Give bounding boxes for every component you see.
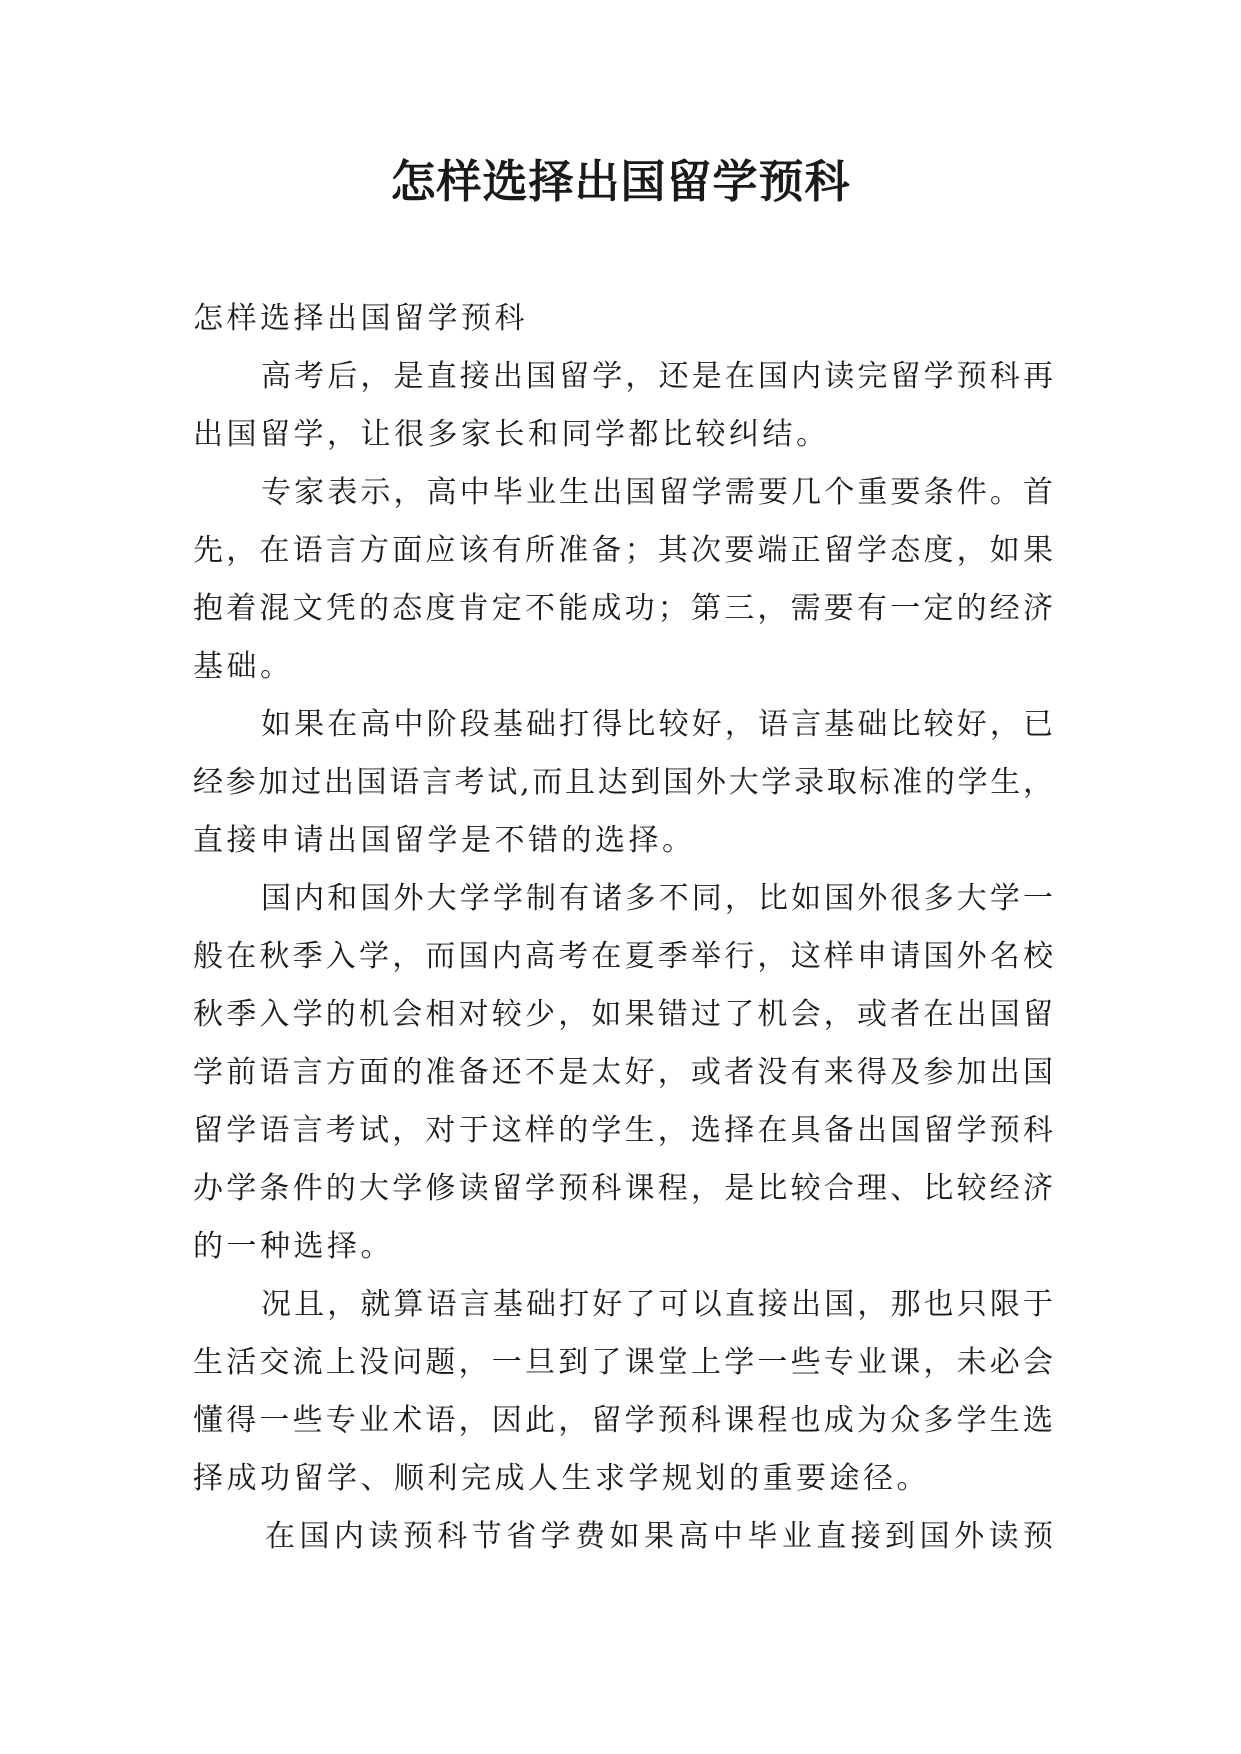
paragraph-line: 高考后，是直接出国留学，还是在国内读完留学预科再	[261, 359, 1053, 394]
paragraph-line: 如果在高中阶段基础打得比较好，语言基础比较好，已	[261, 707, 1053, 742]
paragraph-line: 生活交流上没问题，一旦到了课堂上学一些专业课，未必会	[193, 1345, 1053, 1380]
paragraph-line: 秋季入学的机会相对较少，如果错过了机会，或者在出国留	[193, 997, 1053, 1032]
paragraph-line: 况且，就算语言基础打好了可以直接出国，那也只限于	[261, 1287, 1053, 1322]
subtitle-line: 怎样选择出国留学预科	[193, 301, 528, 336]
paragraph-line: 办学条件的大学修读留学预科课程，是比较合理、比较经济	[193, 1171, 1053, 1206]
paragraph-line: 在国内读预科节省学费如果高中毕业直接到国外读预	[265, 1519, 1053, 1554]
paragraph-line: 抱着混文凭的态度肯定不能成功；第三，需要有一定的经济	[193, 591, 1053, 626]
document-body	[193, 290, 1053, 1566]
document-title: 怎样选择出国留学预科	[390, 155, 851, 208]
paragraph-line: 择成功留学、顺利完成人生求学规划的重要途径。	[193, 1461, 930, 1496]
paragraph-line: 经参加过出国语言考试,而且达到国外大学录取标准的学生，	[193, 765, 1053, 800]
paragraph-line: 国内和国外大学学制有诸多不同，比如国外很多大学一	[261, 881, 1053, 916]
paragraph-line: 直接申请出国留学是不错的选择。	[193, 823, 696, 858]
paragraph-line: 懂得一些专业术语，因此，留学预科课程也成为众多学生选	[193, 1403, 1053, 1438]
paragraph-line: 基础。	[193, 649, 294, 684]
paragraph-line: 出国留学，让很多家长和同学都比较纠结。	[193, 417, 830, 452]
paragraph-line: 专家表示，高中毕业生出国留学需要几个重要条件。首	[261, 475, 1053, 510]
paragraph-line: 般在秋季入学，而国内高考在夏季举行，这样申请国外名校	[193, 939, 1053, 974]
paragraph-line: 学前语言方面的准备还不是太好，或者没有来得及参加出国	[193, 1055, 1053, 1090]
paragraph-line: 先，在语言方面应该有所准备；其次要端正留学态度，如果	[193, 533, 1053, 568]
paragraph-line: 留学语言考试，对于这样的学生，选择在具备出国留学预科	[193, 1113, 1053, 1148]
paragraph-line: 的一种选择。	[193, 1229, 394, 1264]
